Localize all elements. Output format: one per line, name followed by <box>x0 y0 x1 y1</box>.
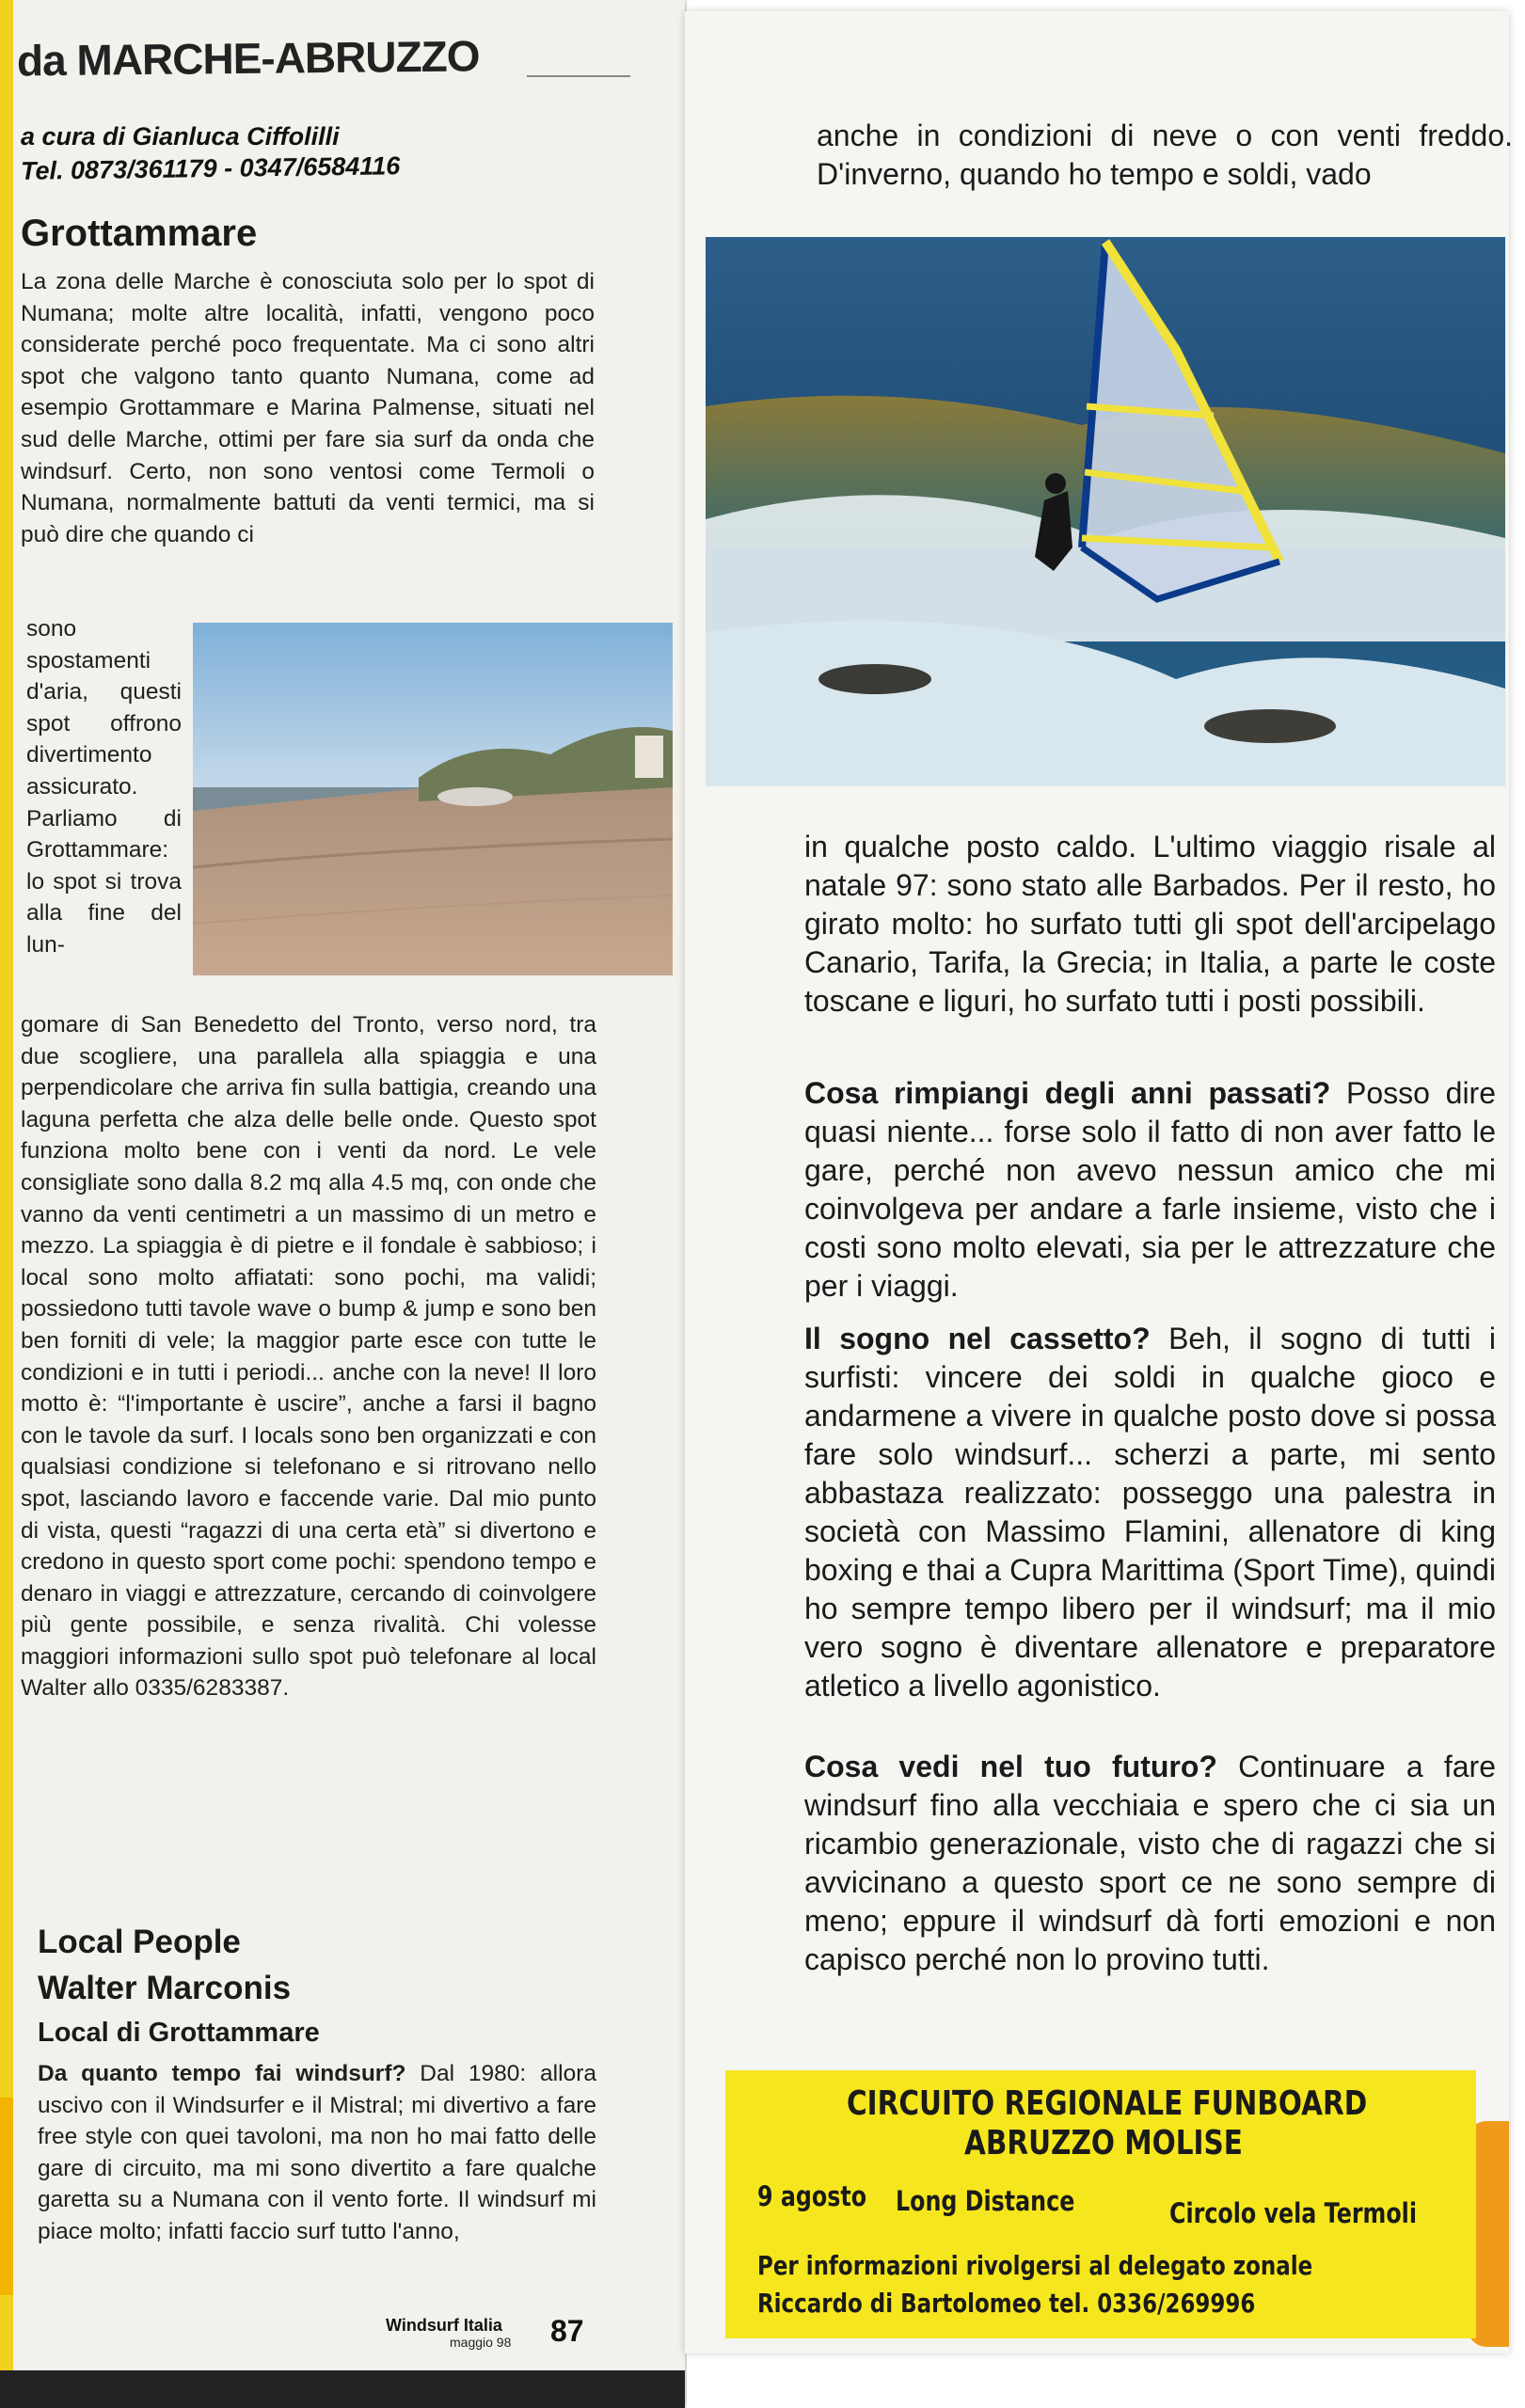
local-people-heading: Local People <box>38 1924 241 1960</box>
byline: a cura di Gianluca Ciffolilli <box>21 122 340 150</box>
question-1: Da quanto tempo fai windsurf? <box>38 2061 406 2086</box>
box-title-2: ABRUZZO MOLISE <box>964 2124 1243 2162</box>
interview-q4 <box>804 1748 1496 1979</box>
answer-3: Beh, il sogno di tutti i surfisti: vincere dei soldi in qualche gioco e andarmene a vivere in qualche posto dove si possa fare solo windsurf... scherzi a parte, mi sento abbastaza realizzato: posseggo una palestra in società con Massimo Flamini, allenatore di king boxing e thai a Cupra Marittima (Sport Time), quindi ho sempre tempo libero per il windsurf; ma il mio vero sogno è diventare allenatore e preparatore atletico a livello agonistico. <box>804 1322 1497 1703</box>
narrow-paragraph: sono spostamenti d'aria, questi spot offrono divertimento assicurato. Parliamo di Grottammare: lo spot si trova alla fine del lun- <box>26 616 182 958</box>
box-info-line-2: Riccardo di Bartolomeo tel. 0336/269996 <box>757 2288 1256 2319</box>
question-3: Il sogno nel cassetto? <box>804 1322 1151 1355</box>
right-top-text: anche in condizioni di neve o con venti freddo. D'inverno, quando ho tempo e soldi, vado <box>817 119 1513 191</box>
windsurf-photo <box>706 237 1505 786</box>
event-organizer: Circolo vela Termoli <box>1169 2197 1417 2229</box>
bottom-shadow <box>0 2370 685 2408</box>
interview-q2 <box>804 1074 1496 1306</box>
beach-photo <box>193 623 673 975</box>
magazine-issue: maggio 98 <box>450 2335 512 2350</box>
box-title-1: CIRCUITO REGIONALE FUNBOARD <box>847 2084 1368 2123</box>
left-color-stripe-orange <box>0 2098 13 2295</box>
right-paragraph-1: in qualche posto caldo. L'ultimo viaggio risale al natale 97: sono stato alle Barbados. Per il resto, ho girato molto: ho surfato tutti gli spot dell'arcipelago Canario, Tarifa, la Grecia; in Italia, a parte le coste toscane e liguri, ho surfato tutti i posti possibili. <box>804 830 1496 1018</box>
interview-q1 <box>38 2058 596 2248</box>
intro-paragraph: La zona delle Marche è conosciuta solo per lo spot di Numana; molte altre località, infatti, vengono poco considerate perché poco frequentate. Ma ci sono altri spot che valgono tanto quanto Numana, come ad esempio Grottammare e Marina Palmense, situati nel sud delle Marche, ottimi per fare sia surf da onda che windsurf. Certo, non sono ventosi come Termoli o Numana, normalmente battuti da venti termici, ma si può dire che quando ci <box>21 269 595 547</box>
magazine-name: Windsurf Italia <box>386 2316 502 2335</box>
person-name: Walter Marconis <box>38 1970 292 2006</box>
question-4: Cosa vedi nel tuo futuro? <box>804 1750 1217 1783</box>
article-heading: Grottammare <box>21 213 258 254</box>
question-2: Cosa rimpiangi degli anni passati? <box>804 1076 1331 1110</box>
answer-4: Continuare a fare windsurf fino alla vecchiaia e spero che ci sia un ricambio generazionale, visto che di ragazzi che si avvicinano a questo sport ce ne sono sempre di meno; eppure il windsurf dà forti emozioni e non capisco perché non lo provino tutti. <box>804 1750 1497 1976</box>
interview-q3 <box>804 1320 1496 1705</box>
contact-phone: Tel. 0873/361179 - 0347/6584116 <box>20 151 401 185</box>
left-color-stripe <box>0 0 13 2408</box>
box-info-line-1: Per informazioni rivolgersi al delegato zonale <box>757 2250 1313 2281</box>
event-name: Long Distance <box>896 2185 1075 2217</box>
answer-1: Dal 1980: allora uscivo con il Windsurfer e il Mistral; mi divertivo a fare free style con quei tavoloni, ma non ho mai fatto delle gare di circuito, ma mi sono divertito a fare qualche garetta su a Numana con il vento forte. Il windsurf mi piace molto; infatti faccio surf tutto l'anno, <box>38 2061 596 2244</box>
title-rule <box>527 75 630 77</box>
answer-2: Posso dire quasi niente... forse solo il fatto di non aver fatto le gare, perché non avevo nessun amico che mi coinvolgeva per andare a farle insieme, visto che i costi sono molto elevati, sia per le attrezzature che per i viaggi. <box>804 1076 1497 1303</box>
page-number: 87 <box>550 2314 584 2348</box>
person-role: Local di Grottammare <box>38 2018 320 2048</box>
main-paragraph: gomare di San Benedetto del Tronto, verso nord, tra due scogliere, una parallela alla spiaggia e una perpendicolare che arriva fin sulla battigia, creando una laguna perfetta che alza delle belle onde. Questo spot funziona molto bene con i venti da nord. Le vele consigliate sono dalla 8.2 mq alla 4.5 mq, con onde che vanno da venti centimetri a un massimo di un metro e mezzo. La spiaggia è di pietre e il fondale è sabbioso; i local sono molto affiatati: sono pochi, ma validi; possiedono tutti tavole wave o bump & jump e sono ben ben forniti di vele; la maggior parte esce con tutte le condizioni e in tutti i periodi... anche con la neve! Il loro motto è: “l'importante è uscire”, anche a farsi il bagno con le tavole da surf. I locals sono ben organizzati e con qualsiasi condizione si telefonano e si ritrovano nello spot, lasciando lavoro e faccende varie. Dal mio punto di vista, questi “ragazzi di una certa età” si divertono e credono in questo sport come pochi: spendono tempo e denaro in viaggi e attrezzature, cercando di coinvolgere più gente possibile, e senza rivalità. Chi volesse maggiori informazioni sullo spot può telefonare al local Walter allo 0335/6283387. <box>21 1012 596 1702</box>
event-date: 9 agosto <box>757 2180 867 2212</box>
section-title: da MARCHE-ABRUZZO <box>16 31 480 86</box>
